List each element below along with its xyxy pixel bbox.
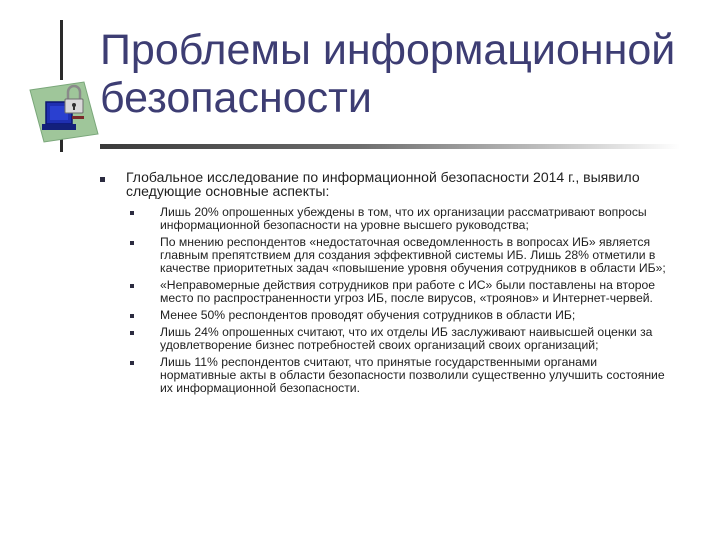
findings-list xyxy=(130,206,670,395)
list-item-text: Лишь 24% опрошенных считают, что их отделы ИБ заслуживают наивысшей оценки за удовлетворение бизнес потребностей своих организаций своих организаций; xyxy=(160,325,653,352)
main-bullet xyxy=(100,170,680,399)
list-item-text: По мнению респондентов «недостаточная осведомленность в вопросах ИБ» является главным препятствием для создания эффективной системы ИБ. Лишь 28% отметили в качестве приоритетных задач «повышение уровня обучения сотрудников в области ИБ»; xyxy=(160,235,666,275)
list-item xyxy=(130,206,670,232)
main-bullet-text: Глобальное исследование по информационной безопасности 2014 г., выявило следующие основные аспекты: xyxy=(126,169,640,199)
square-bullet-icon xyxy=(130,314,134,318)
list-item-text: Лишь 20% опрошенных убеждены в том, что их организации рассматривают вопросы информационной безопасности на уровне высшего руководства; xyxy=(160,205,647,232)
square-bullet-icon xyxy=(100,177,105,182)
list-item xyxy=(130,356,670,395)
square-bullet-icon xyxy=(130,284,134,288)
square-bullet-icon xyxy=(130,211,134,215)
square-bullet-icon xyxy=(130,241,134,245)
decorative-vertical-line-top xyxy=(60,20,63,80)
padlock-computer-icon xyxy=(22,80,102,144)
list-item-text: «Неправомерные действия сотрудников при работе с ИС» были поставлены на второе место по распространенности угроз ИБ, после вирусов, «троянов» и Интернет-червей. xyxy=(160,278,656,305)
title-divider xyxy=(100,144,680,149)
list-item-text: Менее 50% респондентов проводят обучения сотрудников в области ИБ; xyxy=(160,308,576,322)
list-item xyxy=(130,326,670,352)
page-title: Проблемы информационной безопасности xyxy=(100,26,676,122)
list-item xyxy=(130,279,670,305)
square-bullet-icon xyxy=(130,331,134,335)
list-item xyxy=(130,236,670,275)
list-item xyxy=(130,309,670,322)
square-bullet-icon xyxy=(130,361,134,365)
list-item-text: Лишь 11% респондентов считают, что принятые государственными органами нормативные акты в области безопасности позволили существенно улучшить состояние их информационной безопасности. xyxy=(160,355,665,395)
